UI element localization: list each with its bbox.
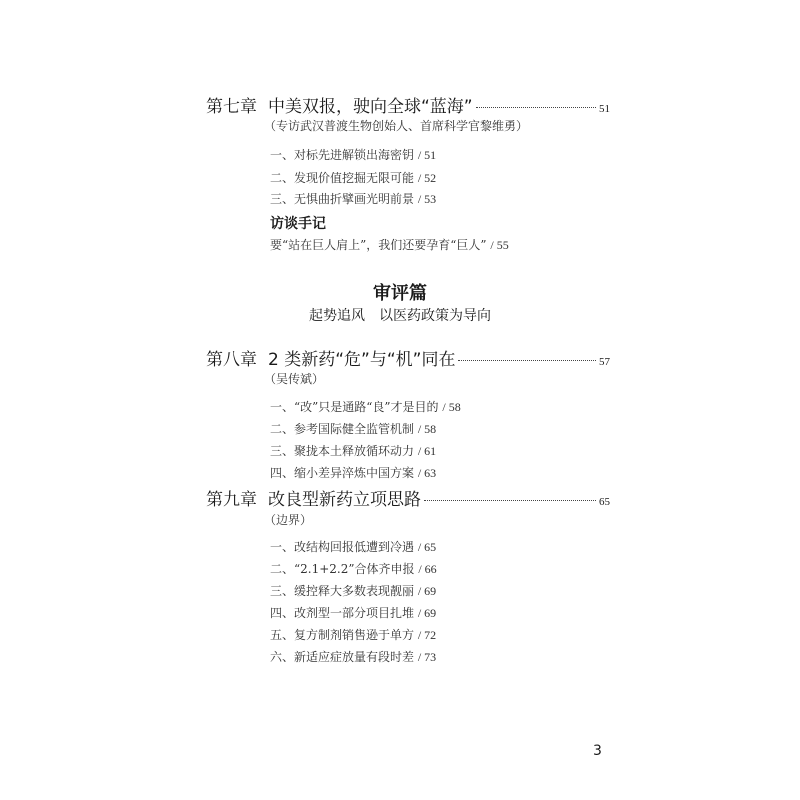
section-entry	[270, 560, 437, 577]
section-label: 二、“2.1+2.2”合体齐申报	[270, 562, 415, 576]
chapter-number: 第八章	[206, 350, 257, 370]
section-label: 二、发现价值挖掘无限可能	[270, 171, 415, 185]
dot-leader	[458, 360, 596, 361]
chapter-title: 2 类新药“危”与“机”同在	[268, 350, 456, 370]
section-entry	[270, 648, 436, 665]
section-label: 三、缓控释大多数表现靓丽	[270, 584, 415, 598]
section-page: / 69	[417, 584, 437, 598]
interview-notes-entry	[270, 236, 509, 253]
section-page: / 51	[417, 148, 437, 162]
section-page: / 73	[417, 650, 437, 664]
section-label: 一、对标先进解锁出海密钥	[270, 148, 415, 162]
dot-leader	[424, 500, 596, 501]
section-label: 一、改结构回报低遭到冷遇	[270, 540, 415, 554]
section-entry	[270, 604, 436, 621]
section-label: 五、复方制剂销售逊于单方	[270, 628, 415, 642]
notes-page: / 55	[490, 238, 509, 252]
chapter-7-entry	[206, 92, 610, 117]
section-page: / 69	[417, 606, 437, 620]
section-label: 二、参考国际健全监管机制	[270, 422, 415, 436]
chapter-author: （吴传斌）	[264, 372, 325, 386]
section-label: 四、改剂型一部分项目扎堆	[270, 606, 415, 620]
section-entry	[270, 582, 436, 599]
chapter-page: 65	[599, 496, 610, 508]
section-entry	[270, 190, 436, 207]
page-number: 3	[593, 743, 602, 759]
interview-notes-heading: 访谈手记	[270, 216, 326, 232]
section-label: 四、缩小差异淬炼中国方案	[270, 466, 415, 480]
chapter-number: 第九章	[206, 490, 257, 510]
section-entry	[270, 626, 436, 643]
chapter-title: 中美双报，驶向全球“蓝海”	[268, 97, 473, 117]
section-entry	[270, 398, 461, 415]
chapter-8-entry	[206, 345, 610, 370]
notes-label: 要“站在巨人肩上”，我们还要孕育“巨人”	[270, 238, 487, 252]
section-label: 三、无惧曲折擘画光明前景	[270, 192, 415, 206]
section-page: / 72	[417, 628, 437, 642]
section-entry	[270, 464, 436, 481]
section-page: / 52	[417, 171, 437, 185]
section-entry	[270, 442, 436, 459]
chapter-author: （专访武汉普渡生物创始人、首席科学官黎维勇）	[264, 119, 529, 133]
section-label: 三、聚拢本土释放循环动力	[270, 444, 415, 458]
section-page: / 63	[417, 466, 437, 480]
section-page: / 66	[418, 562, 437, 576]
chapter-page: 57	[599, 356, 610, 368]
section-entry	[270, 420, 436, 437]
section-page: / 58	[442, 400, 461, 414]
section-entry	[270, 146, 436, 163]
section-entry	[270, 169, 436, 186]
section-label: 六、新适应症放量有段时差	[270, 650, 415, 664]
chapter-9-entry	[206, 485, 610, 510]
part-title: 审评篇	[373, 283, 427, 304]
chapter-number: 第七章	[206, 97, 257, 117]
section-page: / 65	[417, 540, 437, 554]
part-subtitle: 起势追风 以医药政策为导向	[309, 308, 491, 324]
chapter-author: （边界）	[264, 513, 313, 527]
section-page: / 58	[417, 422, 437, 436]
section-label: 一、“改”只是通路“良”才是目的	[270, 400, 439, 414]
section-page: / 53	[417, 192, 437, 206]
dot-leader	[476, 107, 596, 108]
chapter-page: 51	[599, 103, 610, 115]
chapter-title: 改良型新药立项思路	[268, 490, 421, 510]
section-entry	[270, 538, 436, 555]
section-page: / 61	[417, 444, 437, 458]
